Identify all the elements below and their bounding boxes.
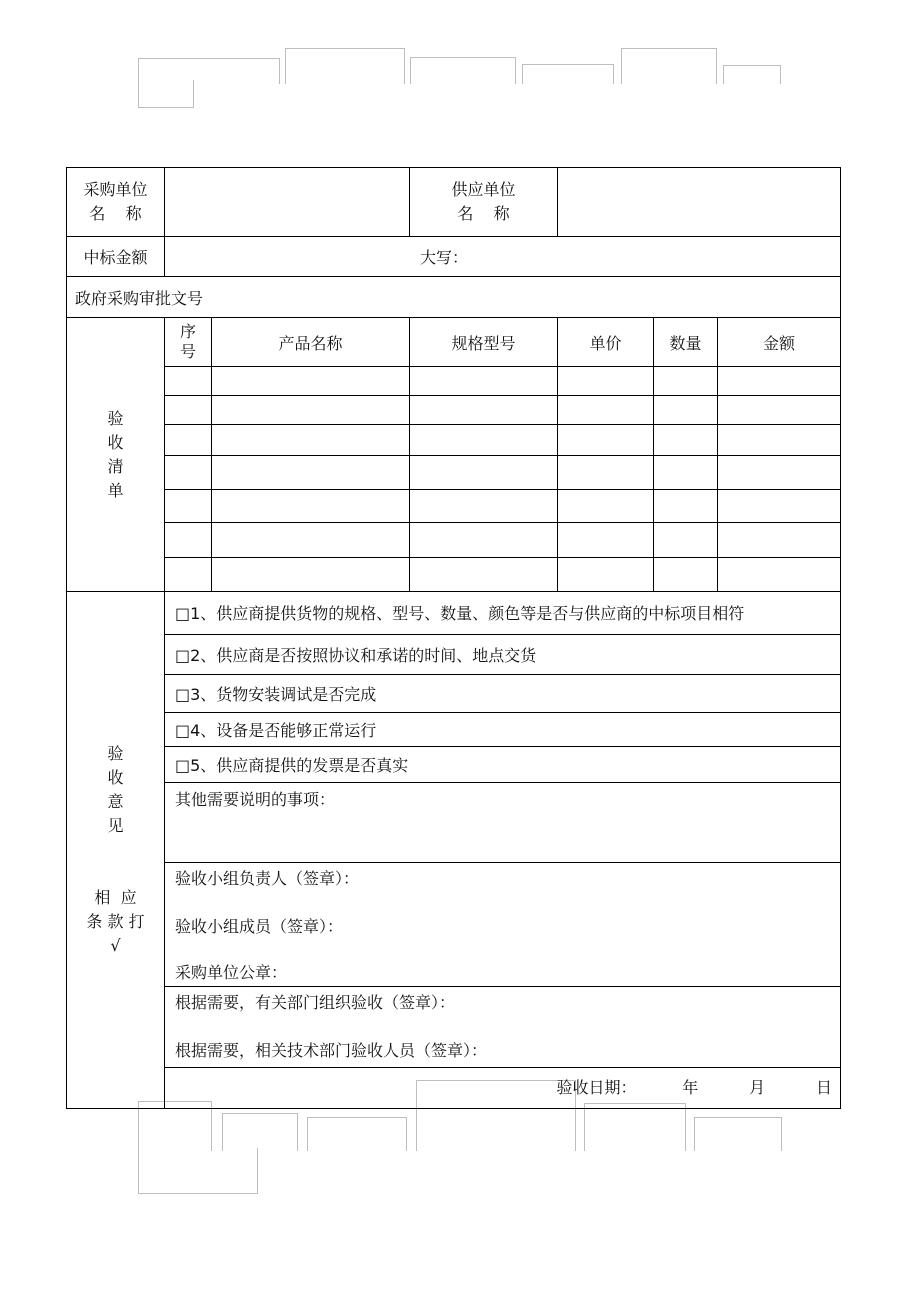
other-matters-label: 其他需要说明的事项：: [175, 790, 336, 810]
supplier-value[interactable]: [558, 168, 841, 237]
acceptance-date[interactable]: 验收日期： 年 月 日: [165, 1067, 841, 1108]
amount-row: [67, 237, 841, 277]
cell-product-name[interactable]: [212, 425, 410, 455]
opinion-row: [67, 674, 841, 712]
table-row: [67, 557, 841, 591]
opinion-row: [67, 713, 841, 747]
cell-spec-model[interactable]: [410, 425, 558, 455]
opinion-row: [67, 863, 841, 986]
opinion-row: [67, 634, 841, 674]
cell-product-name[interactable]: [212, 557, 410, 591]
decor-box-top-7: [723, 65, 781, 84]
cell-quantity[interactable]: [654, 557, 718, 591]
cell-quantity[interactable]: [654, 425, 718, 455]
decor-box-bottom-5: [584, 1103, 686, 1151]
member-signature-label: 验收小组成员（签章）：: [175, 917, 344, 937]
check-item-4[interactable]: □4、设备是否能够正常运行: [165, 713, 841, 747]
decor-box-top-3: [285, 48, 405, 84]
cell-product-name[interactable]: [212, 489, 410, 522]
amount-field[interactable]: [165, 237, 841, 277]
cell-spec-model[interactable]: [410, 557, 558, 591]
cell-amount[interactable]: [718, 522, 841, 557]
cell-spec-model[interactable]: [410, 522, 558, 557]
decor-box-bottom-6: [694, 1117, 782, 1151]
decor-box-bottom-2: [222, 1113, 298, 1151]
dept-signature-label: 根据需要，有关部门组织验收（签章）：: [175, 992, 456, 1012]
opinion-row: [67, 986, 841, 1067]
col-amount: 金额: [718, 318, 841, 367]
cell-unit-price[interactable]: [558, 396, 654, 425]
inventory-section-text: 验 收 清 单: [107, 408, 124, 500]
table-row: [67, 455, 841, 489]
cell-index[interactable]: [165, 396, 212, 425]
acceptance-form-table: [66, 167, 841, 1109]
col-product-name: 产品名称: [212, 318, 410, 367]
decor-box-top-5: [522, 64, 614, 84]
cell-index[interactable]: [165, 557, 212, 591]
cell-unit-price[interactable]: [558, 522, 654, 557]
inventory-section-label: [67, 318, 165, 592]
cell-unit-price[interactable]: [558, 455, 654, 489]
check-item-1[interactable]: □1、供应商提供货物的规格、型号、数量、颜色等是否与供应商的中标项目相符: [165, 591, 841, 634]
table-row: [67, 367, 841, 396]
col-quantity: 数量: [654, 318, 718, 367]
decor-box-top-2: [138, 80, 194, 108]
spacer: [175, 939, 840, 961]
cell-index[interactable]: [165, 455, 212, 489]
inventory-header-row: [67, 318, 841, 367]
cell-index[interactable]: [165, 367, 212, 396]
check-item-5[interactable]: □5、供应商提供的发票是否真实: [165, 747, 841, 783]
check-item-3[interactable]: □3、货物安装调试是否完成: [165, 674, 841, 712]
opinion-section-label: [67, 591, 165, 1108]
cell-unit-price[interactable]: [558, 425, 654, 455]
cell-quantity[interactable]: [654, 367, 718, 396]
spacer: [175, 1015, 840, 1039]
opinion-row: [67, 591, 841, 634]
decor-box-bottom-7: [138, 1148, 258, 1194]
decor-box-top-4: [410, 57, 516, 84]
other-matters-field[interactable]: [165, 783, 841, 863]
cell-index[interactable]: [165, 489, 212, 522]
supplier-label: 供应单位 名 称: [410, 168, 558, 237]
decor-box-bottom-3: [307, 1117, 407, 1151]
table-row: [67, 489, 841, 522]
tech-signature-label: 根据需要，相关技术部门验收人员（签章）：: [175, 1040, 488, 1060]
spacer: [175, 891, 840, 915]
cell-quantity[interactable]: [654, 396, 718, 425]
cell-product-name[interactable]: [212, 396, 410, 425]
cell-spec-model[interactable]: [410, 396, 558, 425]
check-item-2[interactable]: □2、供应商是否按照协议和承诺的时间、地点交货: [165, 634, 841, 674]
col-unit-price: 单价: [558, 318, 654, 367]
cell-product-name[interactable]: [212, 367, 410, 396]
cell-unit-price[interactable]: [558, 367, 654, 396]
col-spec-model: 规格型号: [410, 318, 558, 367]
cell-quantity[interactable]: [654, 455, 718, 489]
cell-amount[interactable]: [718, 425, 841, 455]
cell-quantity[interactable]: [654, 522, 718, 557]
opinion-section-text: 验 收 意 见 相 应 条 款 打 √: [86, 743, 145, 955]
cell-amount[interactable]: [718, 367, 841, 396]
signature-field[interactable]: [165, 863, 841, 986]
col-index: 序 号: [165, 318, 212, 367]
purchaser-value[interactable]: [165, 168, 410, 237]
purchaser-label: 采购单位 名 称: [67, 168, 165, 237]
seal-label: 采购单位公章：: [175, 963, 288, 983]
approval-label[interactable]: 政府采购审批文号: [67, 277, 841, 318]
decor-box-top-6: [621, 48, 717, 84]
amount-caps-label: 大写：: [420, 248, 469, 268]
leader-signature-label: 验收小组负责人（签章）：: [175, 869, 360, 889]
cell-amount[interactable]: [718, 396, 841, 425]
party-row: [67, 168, 841, 237]
cell-amount[interactable]: [718, 455, 841, 489]
cell-product-name[interactable]: [212, 455, 410, 489]
amount-label: 中标金额: [67, 237, 165, 277]
table-row: [67, 396, 841, 425]
cell-unit-price[interactable]: [558, 557, 654, 591]
cell-amount[interactable]: [718, 489, 841, 522]
table-row: [67, 425, 841, 455]
cell-quantity[interactable]: [654, 489, 718, 522]
cell-index[interactable]: [165, 425, 212, 455]
cell-spec-model[interactable]: [410, 455, 558, 489]
opinion-row: [67, 783, 841, 863]
approval-row: [67, 277, 841, 318]
table-row: [67, 522, 841, 557]
cell-spec-model[interactable]: [410, 489, 558, 522]
cell-index[interactable]: [165, 522, 212, 557]
opinion-row: [67, 747, 841, 783]
cell-unit-price[interactable]: [558, 489, 654, 522]
cell-amount[interactable]: [718, 557, 841, 591]
dept-signature-field[interactable]: [165, 986, 841, 1067]
cell-product-name[interactable]: [212, 522, 410, 557]
cell-spec-model[interactable]: [410, 367, 558, 396]
opinion-row: [67, 1067, 841, 1108]
